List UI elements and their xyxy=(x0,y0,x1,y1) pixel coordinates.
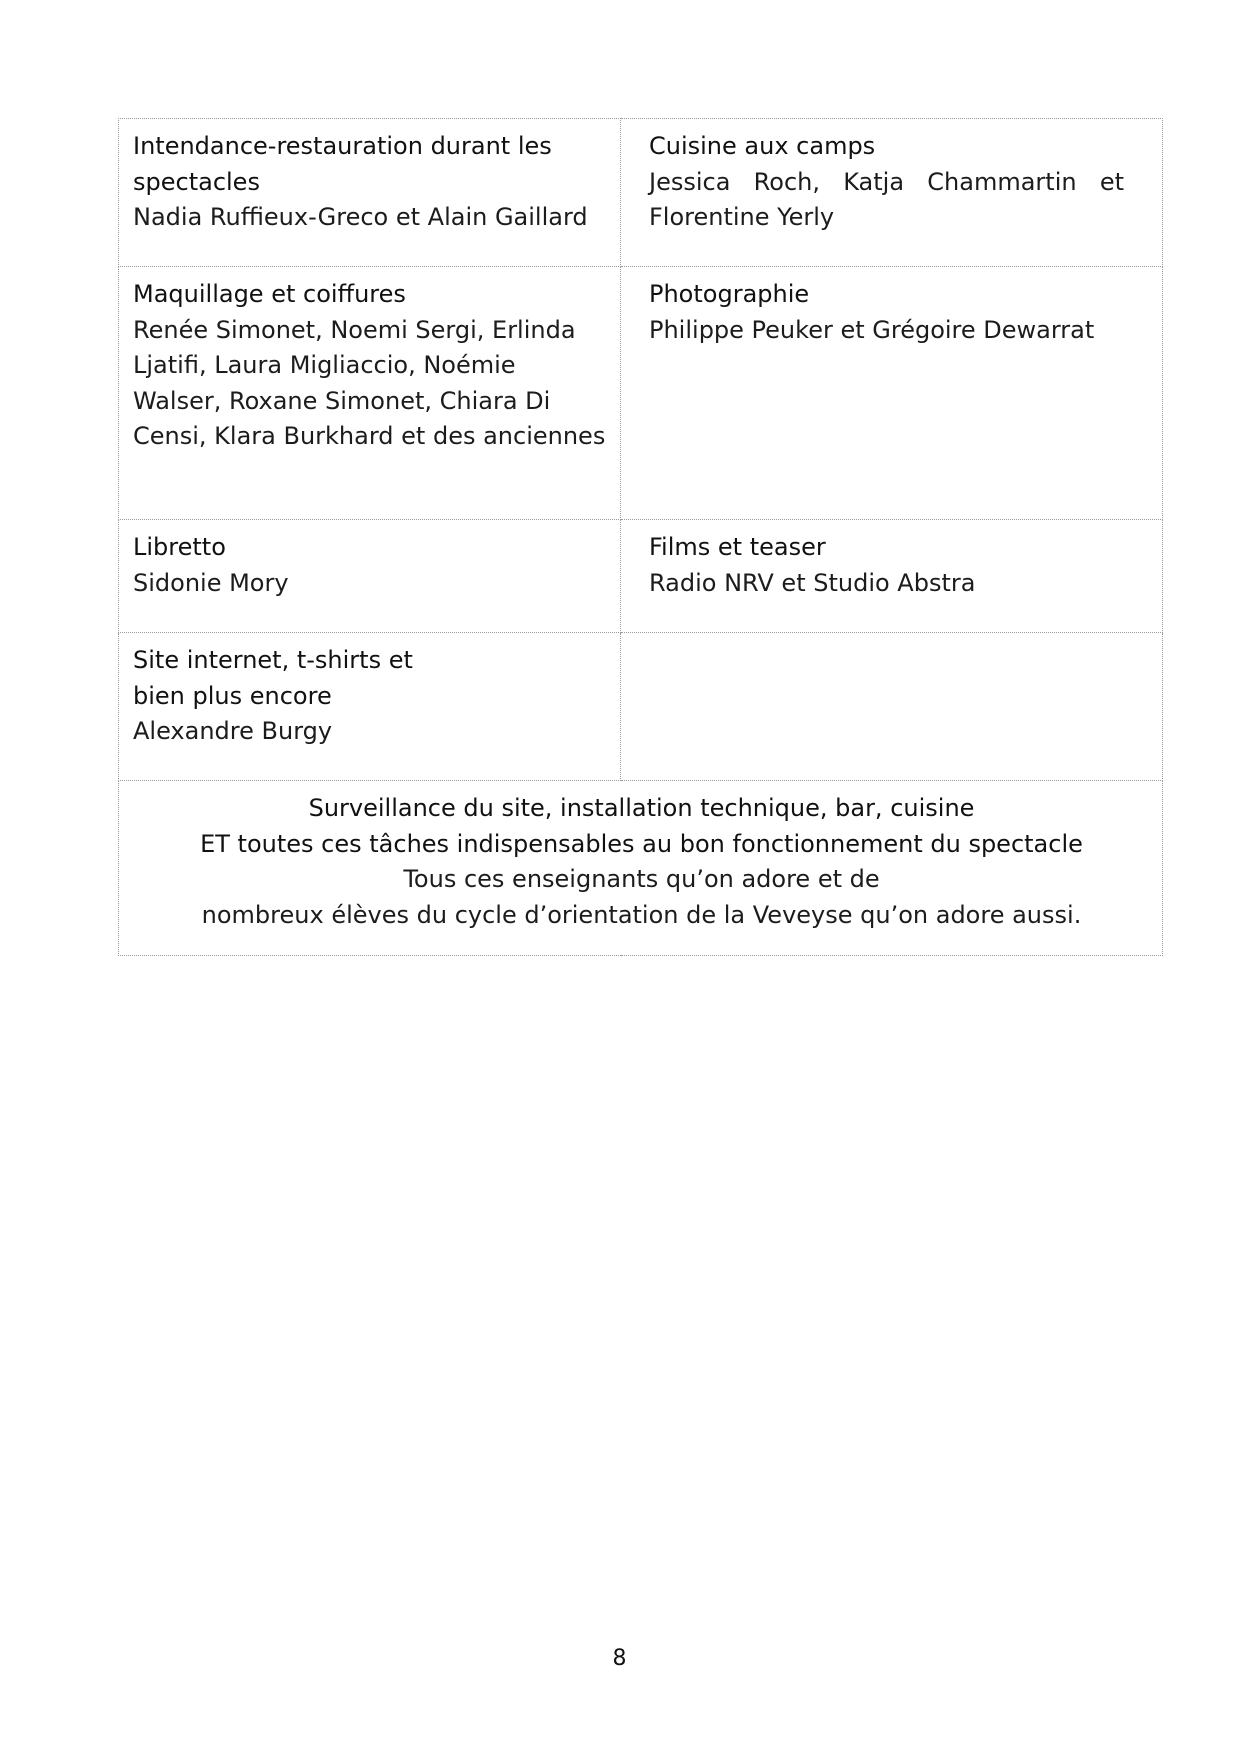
credit-cell-cuisine-camps xyxy=(621,119,1163,267)
credit-names: Renée Simonet, Noemi Sergi, Erlinda Ljatifi, Laura Migliaccio, Noémie Walser, Roxane Simonet, Chiara Di Censi, Klara Burkhard et des anciennes xyxy=(133,315,606,450)
page-number: 8 xyxy=(612,1646,627,1671)
credit-heading: Site internet, t-shirts et xyxy=(133,646,413,674)
credit-heading: Cuisine aux camps xyxy=(649,132,876,160)
credit-cell-libretto xyxy=(119,520,621,633)
credit-names: Radio NRV et Studio Abstra xyxy=(649,568,976,597)
table-row xyxy=(119,520,1163,633)
table-row xyxy=(119,267,1163,520)
credit-cell-maquillage xyxy=(119,267,621,520)
credit-cell-site-internet xyxy=(119,633,621,781)
credit-names: Alexandre Burgy xyxy=(133,717,333,745)
table-row xyxy=(119,119,1163,267)
footer-text-line: Tous ces enseignants qu’on adore et de xyxy=(403,865,880,893)
credit-cell-films xyxy=(621,520,1163,633)
credits-table xyxy=(118,118,1163,956)
credit-names: Philippe Peuker et Grégoire Dewarrat xyxy=(649,315,1095,344)
credit-heading: bien plus encore xyxy=(133,681,332,710)
credit-heading: Photographie xyxy=(649,280,810,308)
credit-cell-footer xyxy=(119,781,1163,956)
credit-cell-empty xyxy=(621,633,1163,781)
footer-text-line: nombreux élèves du cycle d’orientation de la Veveyse qu’on adore aussi. xyxy=(201,900,1082,929)
footer-heading-line: ET toutes ces tâches indispensables au bon fonctionnement du spectacle xyxy=(200,829,1083,858)
credit-cell-photographie xyxy=(621,267,1163,520)
footer-heading-line: Surveillance du site, installation technique, bar, cuisine xyxy=(308,794,975,822)
table-row xyxy=(119,633,1163,781)
credit-heading: Intendance-restauration durant les spectacles xyxy=(133,132,552,196)
credit-names: Sidonie Mory xyxy=(133,568,289,597)
credit-names: Nadia Ruffieux-Greco et Alain Gaillard xyxy=(133,203,588,231)
credit-cell-intendance xyxy=(119,119,621,267)
credit-heading: Films et teaser xyxy=(649,533,826,561)
credit-heading: Libretto xyxy=(133,533,226,561)
table-row xyxy=(119,781,1163,956)
credit-heading: Maquillage et coiffures xyxy=(133,280,406,308)
credit-names: Jessica Roch, Katja Chammartin et Florentine Yerly xyxy=(649,167,1124,231)
